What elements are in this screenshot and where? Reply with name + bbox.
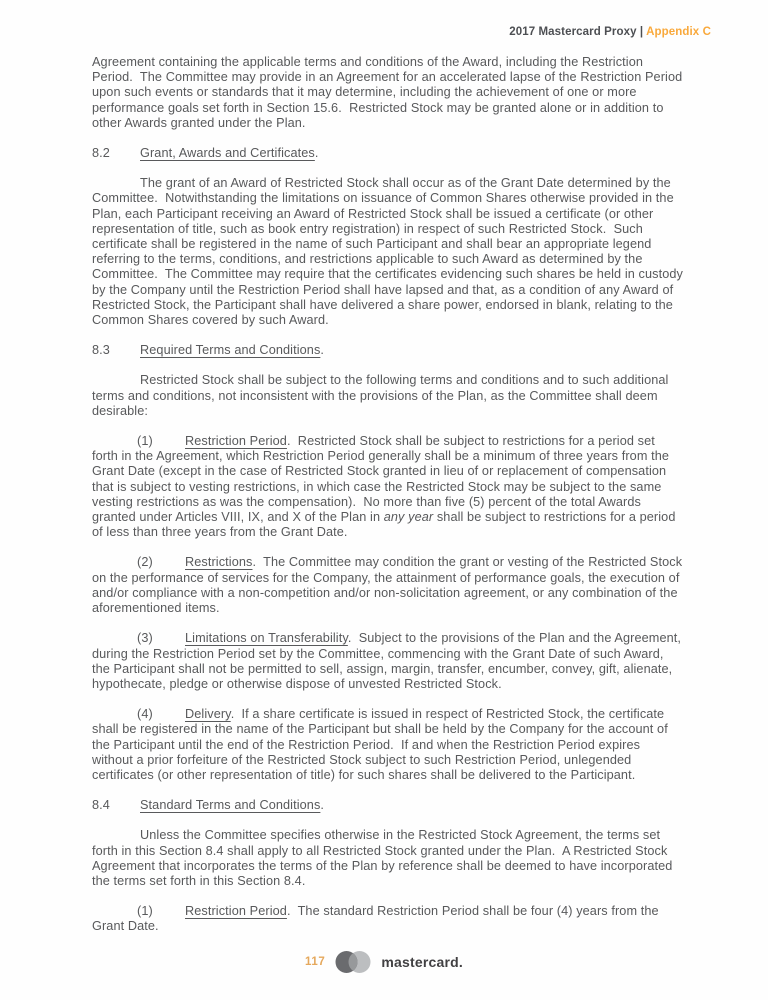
item-number: (4)	[137, 707, 153, 722]
section-number: 8.2	[92, 146, 110, 161]
list-item-8-3-1	[92, 434, 684, 540]
section-number: 8.4	[92, 798, 110, 813]
item-text: . The standard Restriction Period shall be four (4) years from the Grant Date.	[92, 904, 663, 934]
section-title: Required Terms and Conditions	[140, 343, 321, 358]
section-heading-8-3: 8.3 Required Terms and Conditions.	[92, 343, 325, 358]
item-heading: Limitations on Transferability	[185, 631, 348, 646]
item-text: shall be subject to restrictions for a period of less than three years from the Grant Date.	[92, 510, 680, 540]
section-title: Standard Terms and Conditions	[140, 798, 321, 813]
section-8-4-paragraph: Unless the Committee specifies otherwise in the Restricted Stock Agreement, the terms set forth in this Section 8.4 shall apply to all Restricted Stock granted under the Plan. A Restricted Stock Agreement that incorporates the terms of the Plan by reference shall be deemed to have incorporated the terms set forth in this Section 8.4.	[92, 828, 677, 888]
list-item-8-3-3	[92, 631, 684, 692]
item-text: . The Committee may condition the grant or vesting of the Restricted Stock on the performance of services for the Company, the attainment of performance goals, the execution of and/or compliance with a non-competition and/or non-solicitation agreement, or any combination of the aforementioned items.	[92, 555, 686, 616]
intro-paragraph: Agreement containing the applicable terms and conditions of the Award, including the Restriction Period. The Committee may provide in an Agreement for an accelerated lapse of the Restriction Period upon such events or standards that it may determine, including the achievement of one or more performance goals set forth in Section 15.6. Restricted Stock may be granted alone or in addition to other Awards granted under the Plan.	[92, 55, 686, 130]
item-text: . Restricted Stock shall be subject to restrictions for a period set forth in the Agreement, which Restriction Period generally shall be a minimum of three years from the Grant Date (except in the case of Restricted Stock granted in lieu of or replacement of compensation that is subject to vesting restrictions, in which case the Restricted Stock may be subject to the same vesting restrictions as was the compensation). No more than five (5) percent of the total Awards granted under Articles VIII, IX, and X of the Plan in	[92, 434, 673, 525]
item-number: (3)	[137, 631, 153, 646]
header-title: 2017 Mastercard Proxy |	[509, 26, 647, 38]
section-8-3-paragraph: Restricted Stock shall be subject to the following terms and conditions and to such additional terms and conditions, not inconsistent with the provisions of the Plan, as the Committee shall deem desirable:	[92, 373, 673, 418]
item-heading: Restrictions	[185, 555, 253, 570]
item-text: . Subject to the provisions of the Plan and the Agreement, during the Restriction Period set by the Committee, commencing with the Grant Date of such Award, the Participant shall not be permitted to sell, assign, margin, transfer, encumber, convey, gift, alienate, hypothecate, pledge or otherwise dispose of unvested Restricted Stock.	[92, 631, 685, 691]
item-heading: Restriction Period	[185, 434, 287, 449]
item-number: (1)	[137, 434, 153, 449]
item-heading: Delivery	[185, 707, 231, 722]
list-item-8-4-1	[92, 904, 684, 934]
item-number: (2)	[137, 555, 153, 570]
section-heading-8-4: 8.4 Standard Terms and Conditions.	[92, 798, 325, 813]
item-heading: Restriction Period	[185, 904, 287, 919]
page-header	[509, 26, 711, 38]
section-title: Grant, Awards and Certificates	[140, 146, 315, 161]
section-heading-8-2: 8.2 Grant, Awards and Certificates.	[92, 146, 319, 161]
document-body	[92, 55, 687, 950]
mastercard-wordmark: mastercard.	[381, 954, 463, 970]
header-appendix-label: Appendix C	[646, 26, 711, 38]
item-text: . If a share certificate is issued in respect of Restricted Stock, the certificate shall be registered in the name of the Participant but shall be held by the Company for the account of the Participant until the end of the Restriction Period. If and when the Restriction Period expires without a prior forfeiture of the Restricted Stock subject to such Restriction Period, unlegended certificates (or other representation of title) for such shares shall be delivered to the Participant.	[92, 707, 672, 782]
section-number: 8.3	[92, 343, 110, 358]
item-text-italic: any year	[383, 510, 434, 525]
mastercard-logo-icon	[334, 950, 372, 974]
section-8-2-paragraph: The grant of an Award of Restricted Stock shall occur as of the Grant Date determined by the Committee. Notwithstanding the limitations on issuance of Common Shares otherwise provided in the Plan, each Participant receiving an Award of Restricted Stock shall be issued a certificate (or other representation of title, such as book entry registration) in respect of such Restricted Stock. Such certificate shall be registered in the name of such Participant and shall bear an appropriate legend referring to the terms, conditions, and restrictions applicable to such Award as determined by the Committee. The Committee may require that the certificates evidencing such shares be held in custody by the Company until the Restriction Period shall have lapsed and that, as a condition of any Award of Restricted Stock, the Participant shall have delivered a share power, endorsed in blank, relating to the Common Shares covered by such Award.	[92, 176, 687, 328]
list-item-8-3-4	[92, 707, 684, 783]
list-item-8-3-2	[92, 555, 684, 616]
page-footer	[0, 950, 768, 974]
page-number: 117	[305, 956, 326, 968]
item-number: (1)	[137, 904, 153, 919]
